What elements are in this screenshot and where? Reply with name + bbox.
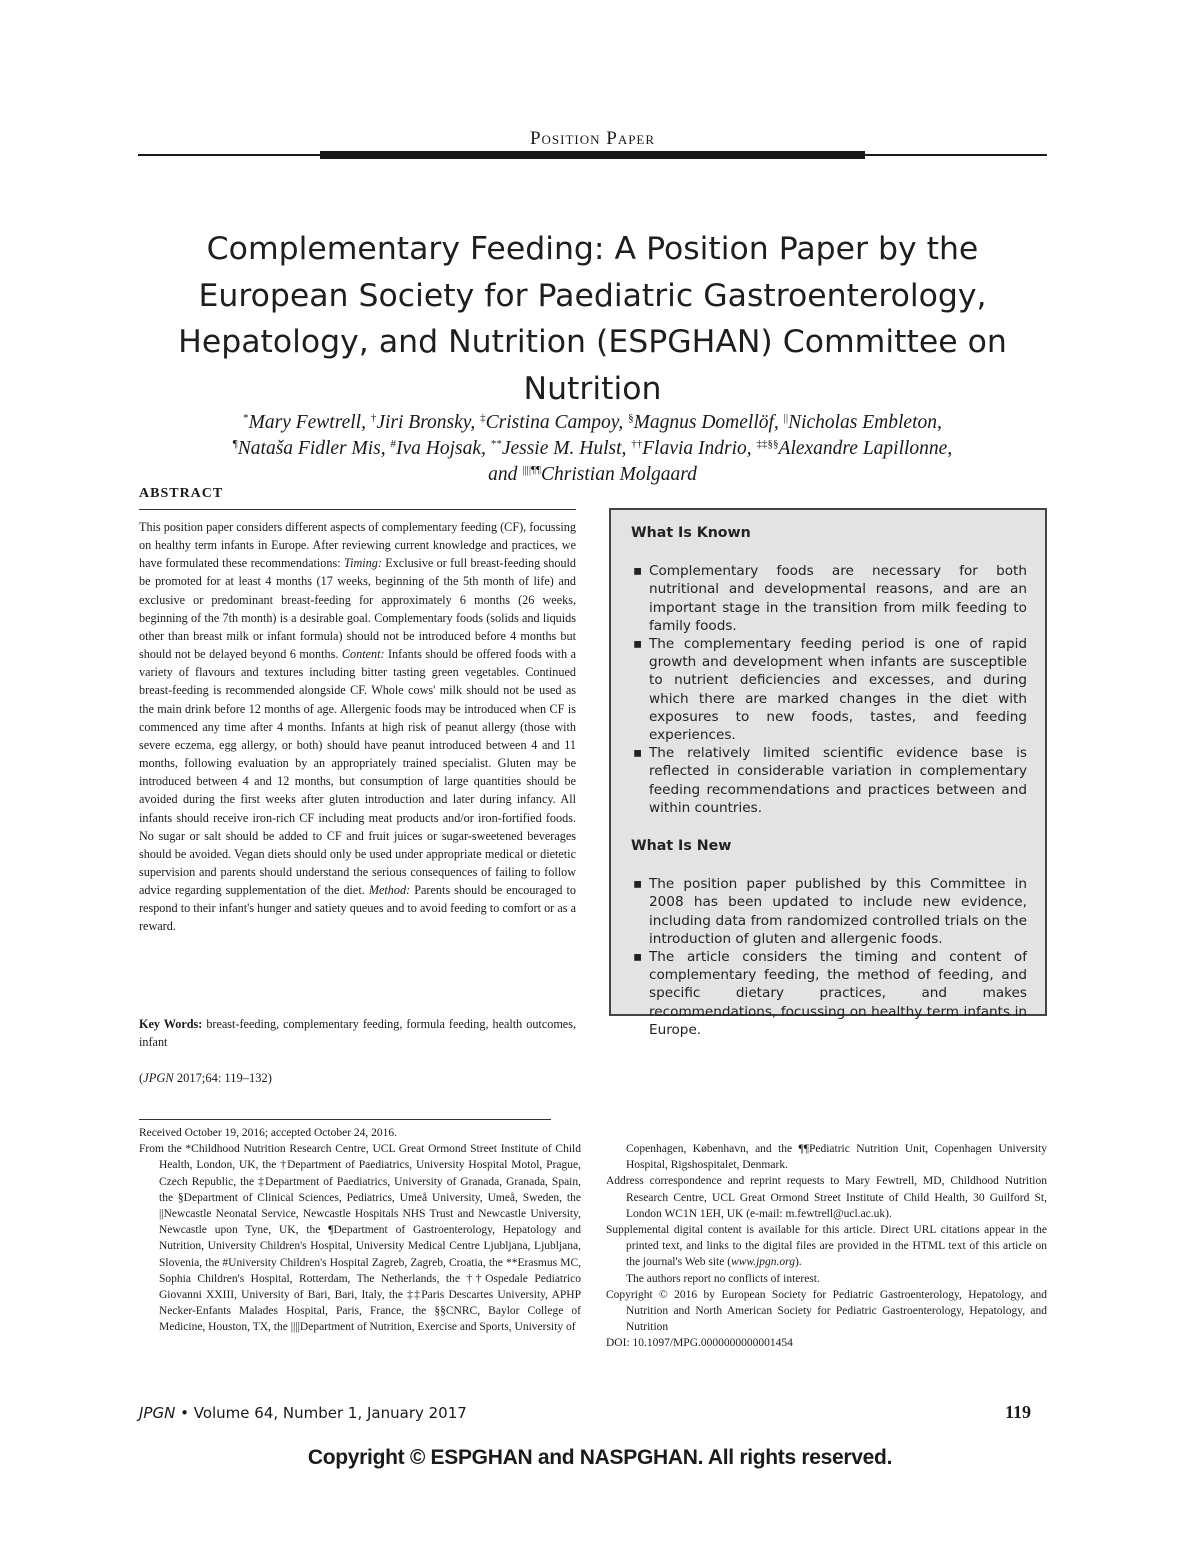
affiliations-continued: Copenhagen, København, and the ¶¶Pediatric Nutrition Unit, Copenhagen University Hospital, Rigshospitalet, Denmark. <box>626 1143 1047 1172</box>
list-item: ▪ The position paper published by this Committee in 2008 has been updated to include new evidence, including data from randomized controlled trials on the introduction of gluten and allergenic foods. <box>633 876 1027 947</box>
list-item: ▪ Complementary foods are necessary for both nutritional and developmental reasons, and are an important stage in the transition from milk feeding to family foods. <box>633 563 1027 634</box>
abstract-heading: ABSTRACT <box>139 486 224 501</box>
conflicts-statement: The authors report no conflicts of interest. <box>626 1272 820 1285</box>
received-dates: Received October 19, 2016; accepted October 24, 2016. <box>139 1127 398 1139</box>
bullet-icon: ▪ <box>633 563 643 580</box>
section-label: Position Paper <box>529 128 656 149</box>
author: **Jessie M. Hulst, <box>490 438 627 459</box>
journal-issue: JPGN • Volume 64, Number 1, January 2017 <box>139 1404 467 1422</box>
author: §Magnus Domellöf, <box>628 412 779 433</box>
what-is-new-heading: What Is New <box>631 838 732 855</box>
list-item: ▪ The complementary feeding period is one of rapid growth and development when infants are susceptible to nutrient deficiencies and excesses, and during which there are marked changes in the diet with exposures to new foods, tastes, and feeding experiences. <box>633 636 1027 744</box>
bullet-icon: ▪ <box>633 636 643 653</box>
supplemental-content: Supplemental digital content is available for this article. Direct URL citations appear in the printed text, and links to the digital files are provided in the HTML text of this article on the journal's Web site (www.jpgn.org). <box>606 1224 1047 1269</box>
doi: DOI: 10.1097/MPG.0000000000001454 <box>606 1337 793 1350</box>
author: and ||||¶¶Christian Molgaard <box>488 464 697 485</box>
header-rule-accent <box>320 151 865 159</box>
correspondence: Address correspondence and reprint requests to Mary Fewtrell, MD, Childhood Nutrition Research Centre, UCL Great Ormond Street Institute of Child Health, 30 Guilford St, London WC1N 1EH, UK (e-mail: m.fewtrell@ucl.ac.uk). <box>606 1175 1047 1220</box>
abstract-body: This position paper considers different aspects of complementary feeding (CF), focussing on healthy term infants in Europe. After reviewing current knowledge and practices, we have formulated these recommendations: Timing: Exclusive or full breast-feeding should be promoted for at least 4 months (17 weeks, beginning of the 5th month of life) and exclusive or predominant breast-feeding for approximately 6 months (26 weeks, beginning of the 7th month) is a desirable goal. Complementary foods (solids and liquids other than breast milk or infant formula) should not be introduced before 4 months but should not be delayed beyond 6 months. Content: Infants should be offered foods with a variety of flavours and textures including bitter tasting green vegetables. Continued breast-feeding is recommended alongside CF. Whole cows' milk should not be used as the main drink before 12 months of age. Allergenic foods may be introduced when CF is commenced any time after 4 months. Infants at high risk of peanut allergy (those with severe eczema, egg allergy, or both) should have peanut introduced between 4 and 11 months, following evaluation by an appropriately trained specialist. Gluten may be introduced between 4 and 12 months, but consumption of large quantities should be avoided during the first weeks after gluten introduction and later during infancy. All infants should receive iron-rich CF including meat products and/or iron-fortified foods. No sugar or salt should be added to CF and fruit juices or sugar-sweetened beverages should be avoided. Vegan diets should only be used under appropriate medical or dietetic supervision and parents should understand the serious consequences of failing to follow advice regarding supplementation of the diet. Method: Parents should be encouraged to respond to their infant's hunger and satiety queues and to avoid feeding to comfort or as a reward. <box>139 520 577 934</box>
author: ¶Nataša Fidler Mis, <box>232 438 386 459</box>
author: ||Nicholas Embleton, <box>783 412 942 433</box>
copyright-notice: Copyright © 2016 by European Society for Pediatric Gastroenterology, Hepatology, and Nutrition and North American Society for Pediatric Gastroenterology, Hepatology, and Nutrition <box>606 1288 1047 1334</box>
citation: (JPGN 2017;64: 119–132) <box>139 1071 272 1085</box>
affiliations: From the *Childhood Nutrition Research Centre, UCL Great Ormond Street Institute of Child Health, London, UK, the †Department of Paediatrics, University Hospital Motol, Prague, Czech Republic, the ‡Department of Paediatrics, University of Granada, Granada, Spain, the §Department of Clinical Sciences, Pediatrics, Umeå University, Umeå, Sweden, the ||Newcastle Neonatal Service, Newcastle Hospitals NHS Trust and Newcastle University, Newcastle upon Tyne, UK, the ¶Department of Gastroenterology, Hepatology and Nutrition, University Children's Hospital, University Medical Centre Ljubljana, Ljubljana, Slovenia, the #University Children's Hospital Zagreb, Zagreb, Croatia, the **Erasmus MC, Sophia Children's Hospital, Rotterdam, The Netherlands, the ††Ospedale Pediatrico Giovanni XXIII, University of Bari, Bari, Italy, the ‡‡Paris Descartes University, APHP Necker-Enfants Malades Hospital, Paris, France, the §§CNRC, Baylor College of Medicine, Houston, TX, the ||||Department of Nutrition, Exercise and Sports, University of <box>139 1143 581 1334</box>
abstract-rule <box>139 509 576 510</box>
bullet-icon: ▪ <box>633 876 643 893</box>
footnotes-right <box>606 1141 1047 1352</box>
bullet-icon: ▪ <box>633 745 643 762</box>
list-item: ▪ The relatively limited scientific evidence base is reflected in considerable variation in complementary feeding recommendations and practices between and within countries. <box>633 745 1027 816</box>
keywords: Key Words: breast-feeding, complementary feeding, formula feeding, health outcomes, infant <box>139 1017 577 1049</box>
author: ‡Cristina Campoy, <box>480 412 624 433</box>
summary-box <box>609 508 1047 1038</box>
author: †Jiri Bronsky, <box>370 412 476 433</box>
what-is-known-list <box>631 562 1027 817</box>
author: ††Flavia Indrio, <box>631 438 752 459</box>
footnote-rule <box>139 1119 551 1120</box>
list-item: ▪ The article considers the timing and content of complementary feeding, the method of feeding, and specific dietary practices, and makes recommendations, focussing on healthy term infants in Europe. <box>633 949 1027 1038</box>
footnotes-left <box>139 1125 581 1336</box>
author: ‡‡§§Alexandre Lapillonne, <box>756 438 953 459</box>
page-number: 119 <box>1005 1402 1032 1422</box>
journal-website-link[interactable]: www.jpgn.org <box>731 1256 795 1269</box>
author-list <box>150 410 1035 488</box>
what-is-new-list <box>631 875 1027 1039</box>
article-title: Complementary Feeding: A Position Paper by the European Society for Paediatric Gastroenterology, Hepatology, and Nutrition (ESPGHAN) Committee on Nutrition <box>178 231 1007 407</box>
author: *Mary Fewtrell, <box>243 412 366 433</box>
what-is-known-heading: What Is Known <box>631 525 751 541</box>
author: #Iva Hojsak, <box>390 438 486 459</box>
bullet-icon: ▪ <box>633 949 643 966</box>
copyright-banner: Copyright © ESPGHAN and NASPGHAN. All rights reserved. <box>307 1446 893 1469</box>
